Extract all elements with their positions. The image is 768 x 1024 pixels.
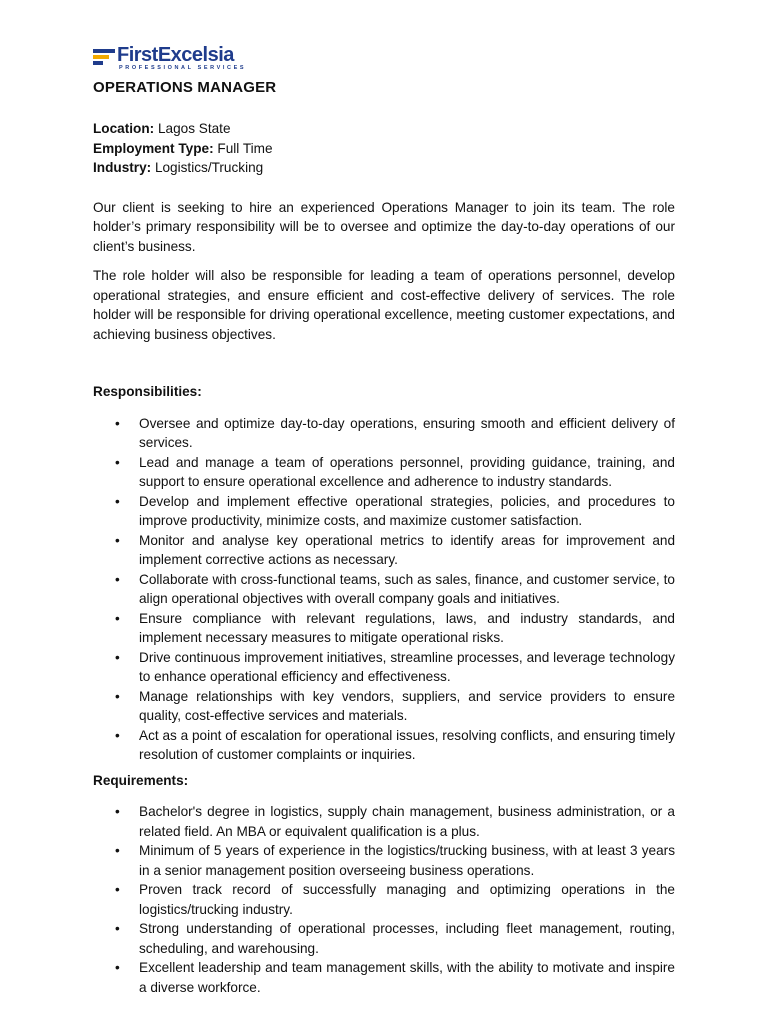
logo-tagline: PROFESSIONAL SERVICES	[119, 65, 247, 71]
bullet-icon: •	[115, 804, 120, 819]
requirements-list	[93, 802, 675, 997]
intro-paragraph: The role holder will also be responsible for leading a team of operations personnel, develop operational strategies, and ensure efficient and cost-effective delivery of services. The role holder will be responsible for driving operational excellence, meeting customer expectations, and achieving business objectives.	[93, 268, 675, 342]
company-logo	[93, 46, 253, 72]
list-item-text: Excellent leadership and team management skills, with the ability to motivate and inspire a diverse workforce.	[139, 960, 675, 995]
responsibilities-list	[93, 414, 675, 765]
list-item	[93, 570, 675, 609]
list-item	[93, 648, 675, 687]
list-item-text: Oversee and optimize day-to-day operations, ensuring smooth and efficient delivery of services.	[139, 415, 675, 450]
list-item	[93, 531, 675, 570]
bullet-icon: •	[115, 921, 120, 936]
logo-wordmark	[117, 44, 234, 66]
list-item	[93, 492, 675, 531]
list-item-text: Ensure compliance with relevant regulations, laws, and industry standards, and implement necessary measures to mitigate operational risks.	[139, 610, 675, 645]
bullet-icon: •	[115, 882, 120, 897]
list-item	[93, 687, 675, 726]
list-item-text: Collaborate with cross-functional teams, such as sales, finance, and customer service, to align operational objectives with overall company goals and initiatives.	[139, 571, 675, 606]
bullet-icon: •	[115, 415, 120, 431]
meta-industry	[93, 158, 675, 178]
list-item-text: Strong understanding of operational processes, including fleet management, routing, scheduling, and warehousing.	[139, 921, 675, 956]
meta-employment-value: Full Time	[217, 140, 273, 156]
meta-location	[93, 119, 675, 139]
list-item	[93, 453, 675, 492]
list-item	[93, 880, 675, 919]
bullet-icon: •	[115, 843, 120, 858]
list-item-text: Monitor and analyse key operational metrics to identify areas for improvement and implement corrective actions as necessary.	[139, 532, 675, 567]
logo-word-first: First	[117, 44, 158, 66]
list-item	[93, 958, 675, 997]
list-item	[93, 841, 675, 880]
responsibilities-heading: Responsibilities:	[93, 384, 202, 399]
list-item-text: Bachelor's degree in logistics, supply chain management, business administration, or a related field. An MBA or equivalent qualification is a plus.	[139, 804, 675, 839]
job-title: OPERATIONS MANAGER	[93, 79, 277, 96]
meta-industry-label: Industry:	[93, 160, 152, 175]
bullet-icon: •	[115, 571, 120, 587]
bullet-icon: •	[115, 610, 120, 626]
list-item	[93, 609, 675, 648]
bullet-icon: •	[115, 727, 120, 743]
list-item	[93, 726, 675, 765]
meta-industry-value: Logistics/Trucking	[154, 160, 264, 175]
list-item-text: Lead and manage a team of operations personnel, providing guidance, training, and support to ensure operational excellence and adherence to industry standards.	[139, 454, 675, 489]
list-item-text: Proven track record of successfully managing and optimizing operations in the logistics/trucking industry.	[139, 882, 675, 917]
logo-word-second: Excelsia	[157, 44, 234, 66]
list-item	[93, 919, 675, 958]
list-item	[93, 802, 675, 841]
list-item-text: Manage relationships with key vendors, suppliers, and service providers to ensure quality, cost-effective services and materials.	[139, 688, 675, 723]
bullet-icon: •	[115, 454, 120, 470]
logo-mark-icon	[93, 49, 115, 67]
meta-location-value: Lagos State	[157, 121, 231, 136]
meta-location-label: Location:	[93, 121, 155, 136]
list-item-text: Minimum of 5 years of experience in the logistics/trucking business, with at least 3 years in a senior management position overseeing business operations.	[139, 843, 675, 878]
bullet-icon: •	[115, 688, 120, 704]
list-item-text: Act as a point of escalation for operational issues, resolving conflicts, and ensuring timely resolution of customer complaints or inquiries.	[139, 727, 675, 762]
document-body	[93, 78, 675, 997]
list-item-text: Develop and implement effective operational strategies, policies, and procedures to improve productivity, minimize costs, and maximize customer satisfaction.	[139, 493, 675, 528]
meta-employment-label: Employment Type:	[93, 140, 214, 156]
bullet-icon: •	[115, 960, 120, 975]
bullet-icon: •	[115, 493, 120, 509]
bullet-icon: •	[115, 532, 120, 548]
bullet-icon: •	[115, 649, 120, 665]
intro-paragraph: Our client is seeking to hire an experienced Operations Manager to join its team. The role holder’s primary responsibility will be to oversee and optimize the day-to-day operations of our client’s business.	[93, 199, 675, 254]
requirements-heading: Requirements:	[93, 772, 189, 788]
list-item	[93, 414, 675, 453]
meta-employment	[93, 139, 675, 159]
job-meta	[93, 119, 675, 178]
list-item-text: Drive continuous improvement initiatives, streamline processes, and leverage technology to enhance operational efficiency and effectiveness.	[139, 649, 675, 684]
